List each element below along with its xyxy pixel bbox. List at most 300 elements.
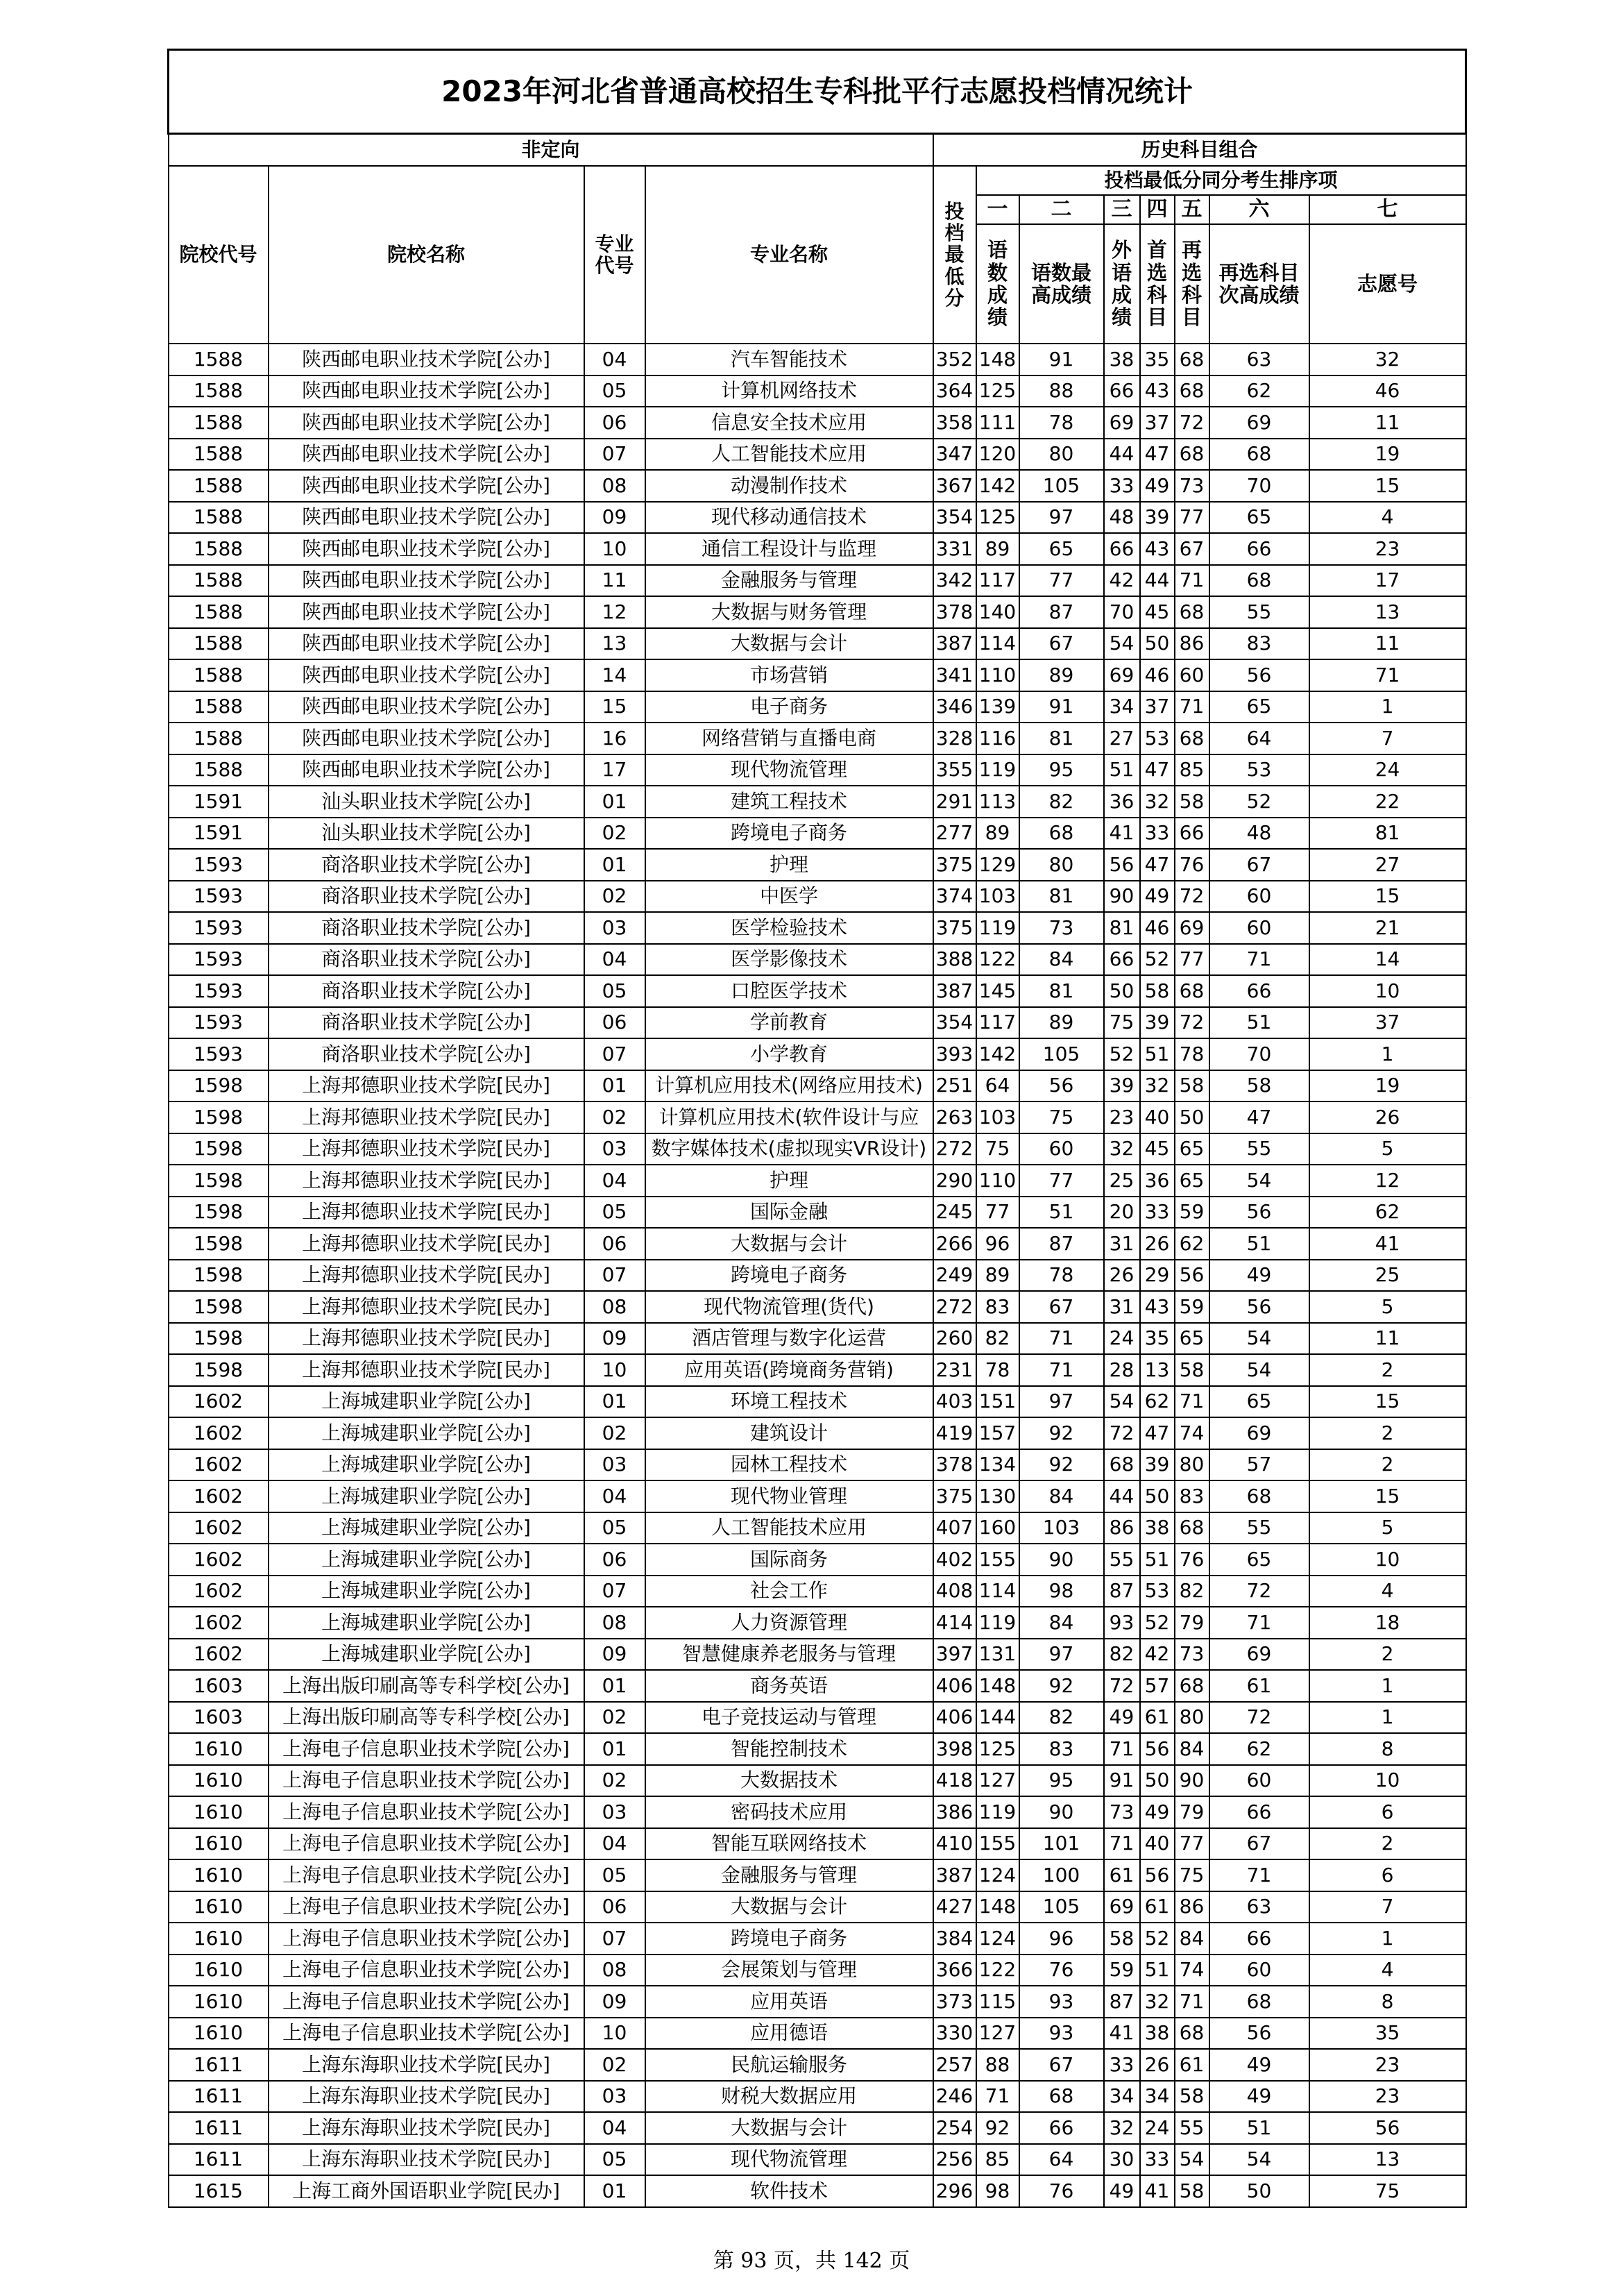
min-score-cell: 386 xyxy=(933,1796,976,1828)
reselect-second-high-cell: 55 xyxy=(1209,1512,1309,1544)
chinese-math-max-cell: 60 xyxy=(1019,1133,1104,1165)
preference-number-cell: 25 xyxy=(1309,1260,1466,1292)
college-code-cell: 1593 xyxy=(169,975,269,1007)
reselect-second-high-cell: 56 xyxy=(1209,1197,1309,1229)
reselect-subject-cell: 58 xyxy=(1175,1070,1209,1102)
major-code-cell: 02 xyxy=(584,1417,645,1449)
foreign-language-cell: 86 xyxy=(1104,1512,1140,1544)
major-name-cell: 社会工作 xyxy=(645,1576,933,1607)
major-name-cell: 汽车智能技术 xyxy=(645,344,933,375)
reselect-subject-cell: 71 xyxy=(1175,1386,1209,1418)
preference-number-cell: 2 xyxy=(1309,1417,1466,1449)
chinese-math-max-cell: 78 xyxy=(1019,1260,1104,1292)
major-code-cell: 07 xyxy=(584,1260,645,1292)
foreign-language-cell: 87 xyxy=(1104,1986,1140,2018)
major-name-cell: 园林工程技术 xyxy=(645,1449,933,1481)
min-score-cell: 277 xyxy=(933,818,976,850)
major-name-cell: 金融服务与管理 xyxy=(645,565,933,597)
major-name-cell: 大数据与财务管理 xyxy=(645,596,933,628)
preference-number-cell: 11 xyxy=(1309,407,1466,439)
foreign-language-cell: 31 xyxy=(1104,1228,1140,1260)
foreign-language-cell: 49 xyxy=(1104,2175,1140,2207)
chinese-math-score-cell: 117 xyxy=(976,565,1019,597)
min-score-cell: 419 xyxy=(933,1417,976,1449)
major-code-cell: 03 xyxy=(584,912,645,944)
foreign-language-cell: 42 xyxy=(1104,565,1140,597)
non-directional-group-header: 非定向 xyxy=(169,134,933,167)
chinese-math-score-cell: 125 xyxy=(976,502,1019,534)
reselect-second-high-cell: 63 xyxy=(1209,344,1309,375)
major-code-cell: 04 xyxy=(584,344,645,375)
table-row xyxy=(169,1923,1466,1955)
foreign-language-cell: 69 xyxy=(1104,1891,1140,1923)
preference-number-cell: 10 xyxy=(1309,1544,1466,1576)
college-name-cell: 上海邦德职业技术学院[民办] xyxy=(269,1291,584,1323)
first-choice-subject-cell: 33 xyxy=(1140,818,1175,850)
chinese-math-score-cell: 83 xyxy=(976,1291,1019,1323)
chinese-math-max-cell: 90 xyxy=(1019,1796,1104,1828)
chinese-math-max-cell: 90 xyxy=(1019,1544,1104,1576)
reselect-second-high-cell: 56 xyxy=(1209,1291,1309,1323)
table-row xyxy=(169,1386,1466,1418)
chinese-math-score-cell: 148 xyxy=(976,1891,1019,1923)
min-score-cell: 410 xyxy=(933,1828,976,1860)
reselect-subject-cell: 58 xyxy=(1175,2175,1209,2207)
foreign-language-cell: 32 xyxy=(1104,2112,1140,2144)
college-code-cell: 1588 xyxy=(169,375,269,407)
college-code-cell: 1602 xyxy=(169,1449,269,1481)
preference-number-cell: 4 xyxy=(1309,1576,1466,1607)
foreign-language-cell: 69 xyxy=(1104,659,1140,691)
foreign-language-cell: 39 xyxy=(1104,1070,1140,1102)
major-code-cell: 08 xyxy=(584,470,645,502)
reselect-subject-cell: 79 xyxy=(1175,1796,1209,1828)
chinese-math-max-cell: 65 xyxy=(1019,533,1104,565)
college-name-cell: 上海电子信息职业技术学院[公办] xyxy=(269,1923,584,1955)
college-code-cell: 1598 xyxy=(169,1323,269,1355)
major-name-cell: 数字媒体技术(虚拟现实VR设计) xyxy=(645,1133,933,1165)
foreign-language-cell: 70 xyxy=(1104,596,1140,628)
college-code-cell: 1602 xyxy=(169,1386,269,1418)
major-code-cell: 05 xyxy=(584,375,645,407)
major-name-cell: 现代物流管理 xyxy=(645,754,933,786)
min-score-cell: 260 xyxy=(933,1323,976,1355)
table-row xyxy=(169,1859,1466,1891)
college-code-cell: 1588 xyxy=(169,754,269,786)
preference-number-cell: 1 xyxy=(1309,691,1466,723)
major-name-cell: 建筑设计 xyxy=(645,1417,933,1449)
preference-number-cell: 23 xyxy=(1309,2049,1466,2081)
preference-number-cell: 5 xyxy=(1309,1512,1466,1544)
college-code-cell: 1611 xyxy=(169,2081,269,2113)
foreign-language-cell: 72 xyxy=(1104,1670,1140,1702)
college-code-cell: 1611 xyxy=(169,2112,269,2144)
reselect-subject-cell: 55 xyxy=(1175,2112,1209,2144)
chinese-math-max-cell: 89 xyxy=(1019,659,1104,691)
reselect-second-high-cell: 71 xyxy=(1209,1859,1309,1891)
min-score-cell: 407 xyxy=(933,1512,976,1544)
major-name-cell: 电子商务 xyxy=(645,691,933,723)
reselect-subject-cell: 79 xyxy=(1175,1607,1209,1639)
chinese-math-score-cell: 117 xyxy=(976,1007,1019,1039)
first-choice-subject-cell: 47 xyxy=(1140,439,1175,471)
preference-number-cell: 10 xyxy=(1309,1765,1466,1797)
major-name-cell: 大数据与会计 xyxy=(645,1228,933,1260)
reselect-second-high-cell: 65 xyxy=(1209,691,1309,723)
first-choice-subject-cell: 44 xyxy=(1140,565,1175,597)
min-score-cell: 397 xyxy=(933,1639,976,1671)
college-code-cell: 1598 xyxy=(169,1165,269,1197)
major-code-cell: 08 xyxy=(584,1955,645,1986)
first-choice-subject-cell: 49 xyxy=(1140,881,1175,913)
chinese-math-max-cell: 84 xyxy=(1019,1480,1104,1512)
chinese-math-max-cell: 73 xyxy=(1019,912,1104,944)
chinese-math-max-cell: 76 xyxy=(1019,1955,1104,1986)
first-choice-subject-cell: 24 xyxy=(1140,2112,1175,2144)
chinese-math-max-cell: 83 xyxy=(1019,1733,1104,1765)
college-code-cell: 1598 xyxy=(169,1228,269,1260)
foreign-language-cell: 34 xyxy=(1104,2081,1140,2113)
chinese-math-max-cell: 81 xyxy=(1019,975,1104,1007)
reselect-second-high-cell: 56 xyxy=(1209,659,1309,691)
table-row xyxy=(169,975,1466,1007)
min-score-cell: 402 xyxy=(933,1544,976,1576)
tier-7-header: 七 xyxy=(1309,195,1466,224)
college-name-cell: 上海邦德职业技术学院[民办] xyxy=(269,1070,584,1102)
college-code-cell: 1610 xyxy=(169,1891,269,1923)
table-row xyxy=(169,1197,1466,1229)
college-name-cell: 陕西邮电职业技术学院[公办] xyxy=(269,754,584,786)
min-score-cell: 406 xyxy=(933,1702,976,1734)
table-row xyxy=(169,944,1466,976)
table-row xyxy=(169,2049,1466,2081)
college-code-cell: 1588 xyxy=(169,502,269,534)
chinese-math-max-cell: 91 xyxy=(1019,344,1104,375)
major-name-cell: 应用英语 xyxy=(645,1986,933,2018)
foreign-language-cell: 34 xyxy=(1104,691,1140,723)
foreign-language-cell: 31 xyxy=(1104,1291,1140,1323)
chinese-math-score-cell: 77 xyxy=(976,1197,1019,1229)
chinese-math-max-cell: 80 xyxy=(1019,439,1104,471)
min-score-cell: 341 xyxy=(933,659,976,691)
chinese-math-score-cell: 124 xyxy=(976,1923,1019,1955)
college-name-cell: 上海东海职业技术学院[民办] xyxy=(269,2049,584,2081)
table-row xyxy=(169,754,1466,786)
major-code-cell: 02 xyxy=(584,1702,645,1734)
chinese-math-max-cell: 100 xyxy=(1019,1859,1104,1891)
foreign-language-cell: 55 xyxy=(1104,1544,1140,1576)
major-code-cell: 08 xyxy=(584,1607,645,1639)
reselect-subject-cell: 66 xyxy=(1175,818,1209,850)
chinese-math-score-cell: 142 xyxy=(976,470,1019,502)
foreign-language-cell: 30 xyxy=(1104,2144,1140,2176)
foreign-language-cell: 66 xyxy=(1104,375,1140,407)
foreign-language-cell: 33 xyxy=(1104,470,1140,502)
first-choice-subject-cell: 56 xyxy=(1140,1733,1175,1765)
table-row xyxy=(169,565,1466,597)
college-name-cell: 上海城建职业学院[公办] xyxy=(269,1480,584,1512)
reselect-second-high-cell: 63 xyxy=(1209,1891,1309,1923)
reselect-second-high-cell: 60 xyxy=(1209,1955,1309,1986)
foreign-language-header: 外语成绩 xyxy=(1104,224,1140,344)
first-choice-subject-cell: 26 xyxy=(1140,2049,1175,2081)
major-name-cell: 现代物流管理 xyxy=(645,2144,933,2176)
chinese-math-score-cell: 122 xyxy=(976,1955,1019,1986)
first-choice-subject-cell: 61 xyxy=(1140,1891,1175,1923)
reselect-second-high-cell: 70 xyxy=(1209,470,1309,502)
major-code-cell: 01 xyxy=(584,1670,645,1702)
college-name-cell: 上海邦德职业技术学院[民办] xyxy=(269,1354,584,1386)
table-row xyxy=(169,1891,1466,1923)
chinese-math-score-cell: 115 xyxy=(976,1986,1019,2018)
preference-number-cell: 81 xyxy=(1309,818,1466,850)
foreign-language-cell: 32 xyxy=(1104,1133,1140,1165)
chinese-math-max-cell: 67 xyxy=(1019,1291,1104,1323)
table-row xyxy=(169,2144,1466,2176)
major-name-cell: 建筑工程技术 xyxy=(645,786,933,818)
first-choice-subject-cell: 45 xyxy=(1140,1133,1175,1165)
reselect-subject-cell: 84 xyxy=(1175,1923,1209,1955)
first-choice-subject-cell: 52 xyxy=(1140,1607,1175,1639)
min-score-cell: 245 xyxy=(933,1197,976,1229)
major-code-cell: 09 xyxy=(584,502,645,534)
preference-number-cell: 10 xyxy=(1309,975,1466,1007)
preference-number-cell: 21 xyxy=(1309,912,1466,944)
foreign-language-cell: 24 xyxy=(1104,1323,1140,1355)
college-name-cell: 上海城建职业学院[公办] xyxy=(269,1639,584,1671)
chinese-math-max-cell: 95 xyxy=(1019,1765,1104,1797)
reselect-second-high-cell: 58 xyxy=(1209,1070,1309,1102)
chinese-math-max-header: 语数最高成绩 xyxy=(1019,224,1104,344)
chinese-math-max-cell: 92 xyxy=(1019,1417,1104,1449)
preference-number-cell: 13 xyxy=(1309,596,1466,628)
preference-number-cell: 8 xyxy=(1309,1733,1466,1765)
first-choice-subject-cell: 32 xyxy=(1140,786,1175,818)
chinese-math-score-cell: 124 xyxy=(976,1859,1019,1891)
reselect-subject-cell: 90 xyxy=(1175,1765,1209,1797)
college-name-header: 院校名称 xyxy=(269,166,584,344)
college-name-cell: 上海东海职业技术学院[民办] xyxy=(269,2144,584,2176)
reselect-second-high-cell: 66 xyxy=(1209,1796,1309,1828)
min-score-cell: 375 xyxy=(933,1480,976,1512)
major-code-cell: 01 xyxy=(584,786,645,818)
chinese-math-max-cell: 95 xyxy=(1019,754,1104,786)
college-name-cell: 陕西邮电职业技术学院[公办] xyxy=(269,628,584,660)
college-code-cell: 1593 xyxy=(169,849,269,881)
chinese-math-score-cell: 127 xyxy=(976,2018,1019,2050)
foreign-language-cell: 54 xyxy=(1104,1386,1140,1418)
preference-number-cell: 24 xyxy=(1309,754,1466,786)
foreign-language-cell: 81 xyxy=(1104,912,1140,944)
major-name-cell: 应用德语 xyxy=(645,2018,933,2050)
table-row xyxy=(169,1670,1466,1702)
foreign-language-cell: 75 xyxy=(1104,1007,1140,1039)
major-code-cell: 06 xyxy=(584,407,645,439)
table-row xyxy=(169,2112,1466,2144)
first-choice-subject-cell: 45 xyxy=(1140,596,1175,628)
major-name-cell: 动漫制作技术 xyxy=(645,470,933,502)
first-choice-subject-cell: 43 xyxy=(1140,375,1175,407)
reselect-second-high-cell: 71 xyxy=(1209,944,1309,976)
first-choice-subject-cell: 46 xyxy=(1140,912,1175,944)
major-name-cell: 信息安全技术应用 xyxy=(645,407,933,439)
min-score-cell: 254 xyxy=(933,2112,976,2144)
major-name-cell: 民航运输服务 xyxy=(645,2049,933,2081)
reselect-subject-cell: 68 xyxy=(1175,344,1209,375)
preference-number-cell: 1 xyxy=(1309,1923,1466,1955)
college-name-cell: 商洛职业技术学院[公办] xyxy=(269,1007,584,1039)
college-name-cell: 陕西邮电职业技术学院[公办] xyxy=(269,375,584,407)
college-code-cell: 1598 xyxy=(169,1291,269,1323)
major-code-cell: 03 xyxy=(584,1449,645,1481)
page-title: 2023年河北省普通高校招生专科批平行志愿投档情况统计 xyxy=(169,50,1466,134)
admission-statistics-sheet xyxy=(167,49,1465,2208)
min-score-cell: 290 xyxy=(933,1165,976,1197)
college-name-cell: 陕西邮电职业技术学院[公办] xyxy=(269,407,584,439)
preference-number-cell: 1 xyxy=(1309,1038,1466,1070)
reselect-second-high-cell: 66 xyxy=(1209,975,1309,1007)
major-name-cell: 跨境电子商务 xyxy=(645,818,933,850)
first-choice-subject-cell: 40 xyxy=(1140,1101,1175,1133)
college-code-cell: 1610 xyxy=(169,1796,269,1828)
min-score-cell: 272 xyxy=(933,1133,976,1165)
table-row xyxy=(169,2018,1466,2050)
college-code-cell: 1588 xyxy=(169,596,269,628)
major-code-cell: 10 xyxy=(584,533,645,565)
preference-number-cell: 2 xyxy=(1309,1354,1466,1386)
table-row xyxy=(169,818,1466,850)
min-score-cell: 272 xyxy=(933,1291,976,1323)
table-row xyxy=(169,1828,1466,1860)
chinese-math-score-cell: 131 xyxy=(976,1639,1019,1671)
chinese-math-max-cell: 81 xyxy=(1019,881,1104,913)
reselect-second-high-cell: 67 xyxy=(1209,849,1309,881)
chinese-math-score-cell: 119 xyxy=(976,754,1019,786)
first-choice-subject-cell: 42 xyxy=(1140,1639,1175,1671)
first-choice-subject-header: 首选科目 xyxy=(1140,224,1175,344)
preference-number-cell: 37 xyxy=(1309,1007,1466,1039)
college-name-cell: 商洛职业技术学院[公办] xyxy=(269,944,584,976)
chinese-math-score-cell: 127 xyxy=(976,1765,1019,1797)
min-score-cell: 246 xyxy=(933,2081,976,2113)
table-row xyxy=(169,1260,1466,1292)
major-code-cell: 06 xyxy=(584,1228,645,1260)
foreign-language-cell: 87 xyxy=(1104,1576,1140,1607)
min-score-cell: 378 xyxy=(933,596,976,628)
table-row xyxy=(169,1796,1466,1828)
college-name-cell: 上海城建职业学院[公办] xyxy=(269,1576,584,1607)
preference-number-cell: 2 xyxy=(1309,1449,1466,1481)
reselect-subject-cell: 80 xyxy=(1175,1702,1209,1734)
chinese-math-score-cell: 148 xyxy=(976,1670,1019,1702)
college-code-cell: 1610 xyxy=(169,1733,269,1765)
college-code-cell: 1610 xyxy=(169,1986,269,2018)
chinese-math-score-cell: 125 xyxy=(976,1733,1019,1765)
reselect-second-high-cell: 66 xyxy=(1209,1923,1309,1955)
reselect-subject-cell: 58 xyxy=(1175,1354,1209,1386)
table-row xyxy=(169,596,1466,628)
tier-2-header: 二 xyxy=(1019,195,1104,224)
major-name-cell: 人力资源管理 xyxy=(645,1607,933,1639)
college-code-cell: 1593 xyxy=(169,1038,269,1070)
major-name-cell: 应用英语(跨境商务营销) xyxy=(645,1354,933,1386)
table-row xyxy=(169,1512,1466,1544)
college-code-cell: 1602 xyxy=(169,1576,269,1607)
foreign-language-cell: 66 xyxy=(1104,533,1140,565)
reselect-second-high-cell: 60 xyxy=(1209,881,1309,913)
reselect-subject-cell: 86 xyxy=(1175,628,1209,660)
first-choice-subject-cell: 52 xyxy=(1140,944,1175,976)
table-row xyxy=(169,881,1466,913)
college-name-cell: 上海电子信息职业技术学院[公办] xyxy=(269,1955,584,1986)
first-choice-subject-cell: 13 xyxy=(1140,1354,1175,1386)
major-code-cell: 02 xyxy=(584,2049,645,2081)
college-name-cell: 陕西邮电职业技术学院[公办] xyxy=(269,344,584,375)
first-choice-subject-cell: 49 xyxy=(1140,1796,1175,1828)
foreign-language-cell: 41 xyxy=(1104,2018,1140,2050)
first-choice-subject-cell: 37 xyxy=(1140,691,1175,723)
min-score-cell: 352 xyxy=(933,344,976,375)
college-code-cell: 1610 xyxy=(169,2018,269,2050)
foreign-language-cell: 51 xyxy=(1104,754,1140,786)
college-code-cell: 1602 xyxy=(169,1417,269,1449)
table-row xyxy=(169,786,1466,818)
chinese-math-max-cell: 105 xyxy=(1019,1891,1104,1923)
major-code-cell: 05 xyxy=(584,1512,645,1544)
chinese-math-score-cell: 114 xyxy=(976,1576,1019,1607)
min-score-cell: 354 xyxy=(933,502,976,534)
min-score-cell: 354 xyxy=(933,1007,976,1039)
preference-number-cell: 15 xyxy=(1309,470,1466,502)
college-name-cell: 上海城建职业学院[公办] xyxy=(269,1544,584,1576)
chinese-math-score-cell: 116 xyxy=(976,723,1019,754)
college-code-cell: 1598 xyxy=(169,1133,269,1165)
reselect-second-high-cell: 47 xyxy=(1209,1101,1309,1133)
major-code-cell: 06 xyxy=(584,1544,645,1576)
reselect-subject-cell: 84 xyxy=(1175,1733,1209,1765)
preference-number-cell: 15 xyxy=(1309,1480,1466,1512)
chinese-math-score-cell: 75 xyxy=(976,1133,1019,1165)
min-score-cell: 375 xyxy=(933,912,976,944)
major-name-cell: 智慧健康养老服务与管理 xyxy=(645,1639,933,1671)
chinese-math-score-cell: 89 xyxy=(976,818,1019,850)
college-name-cell: 上海电子信息职业技术学院[公办] xyxy=(269,2018,584,2050)
college-name-cell: 陕西邮电职业技术学院[公办] xyxy=(269,723,584,754)
table-row xyxy=(169,344,1466,375)
first-choice-subject-cell: 29 xyxy=(1140,1260,1175,1292)
college-name-cell: 上海邦德职业技术学院[民办] xyxy=(269,1197,584,1229)
chinese-math-score-cell: 155 xyxy=(976,1828,1019,1860)
table-row xyxy=(169,1070,1466,1102)
foreign-language-cell: 38 xyxy=(1104,344,1140,375)
college-code-cell: 1598 xyxy=(169,1260,269,1292)
table-row xyxy=(169,2081,1466,2113)
reselect-second-high-cell: 68 xyxy=(1209,1480,1309,1512)
reselect-second-high-cell: 70 xyxy=(1209,1038,1309,1070)
college-code-cell: 1588 xyxy=(169,439,269,471)
college-name-cell: 上海城建职业学院[公办] xyxy=(269,1386,584,1418)
foreign-language-cell: 41 xyxy=(1104,818,1140,850)
table-row xyxy=(169,502,1466,534)
chinese-math-max-cell: 84 xyxy=(1019,1607,1104,1639)
foreign-language-cell: 25 xyxy=(1104,1165,1140,1197)
major-code-cell: 05 xyxy=(584,1197,645,1229)
foreign-language-cell: 71 xyxy=(1104,1828,1140,1860)
major-code-cell: 03 xyxy=(584,1796,645,1828)
preference-number-cell: 19 xyxy=(1309,439,1466,471)
college-name-cell: 陕西邮电职业技术学院[公办] xyxy=(269,659,584,691)
reselect-subject-cell: 71 xyxy=(1175,1986,1209,2018)
